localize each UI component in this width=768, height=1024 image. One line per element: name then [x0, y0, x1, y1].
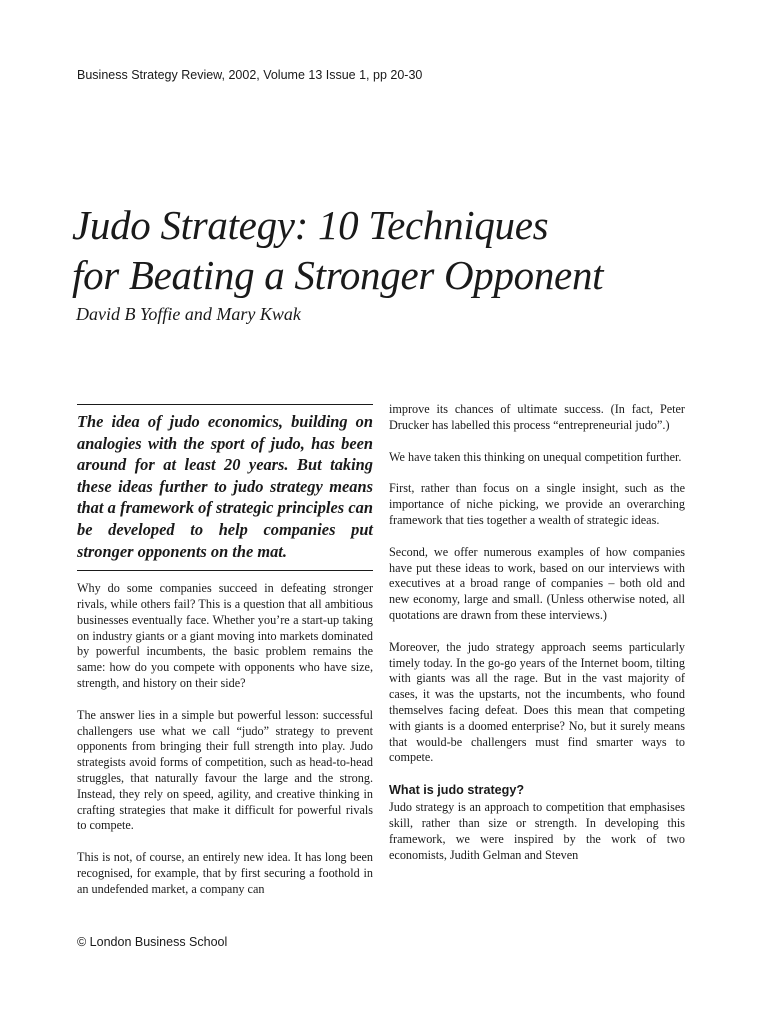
paragraph: improve its chances of ultimate success. (In fact, Peter Drucker has labelled this process “entrepreneurial judo”.): [389, 402, 685, 432]
right-column: [389, 402, 685, 879]
abstract: The idea of judo economics, building on analogies with the sport of judo, has been around for at least 20 years. But taking these ideas further to judo strategy means that a framework of strategic principles can be developed to help companies put stronger opponents on the mat.: [77, 412, 373, 561]
copyright-footer: © London Business School: [77, 935, 228, 949]
article-authors: David B Yoffie and Mary Kwak: [76, 304, 301, 324]
paragraph: First, rather than focus on a single insight, such as the importance of niche picking, we provide an overarching framework that ties together a wealth of strategic ideas.: [389, 481, 685, 527]
paragraph: This is not, of course, an entirely new idea. It has long been recognised, for example, that by first securing a foothold in an undefended market, a company can: [77, 850, 373, 896]
paragraph: Why do some companies succeed in defeating stronger rivals, while others fail? This is a question that all ambitious businesses eventually face. Whether you’re a start-up taking on industry giants or a giant moving into markets dominated by powerful incumbents, the basic problem remains the same: how do you compete with opponents who have size, strength, and history on their side?: [77, 581, 373, 690]
paragraph: Moreover, the judo strategy approach seems particularly timely today. In the go-go years of the Internet boom, tilting with giants was all the rage. But in the vast majority of cases, it was the upstarts, not the incumbents, who found themselves facing defeat. Does this mean that competing with giants is a doomed enterprise? No, but it surely means that would-be challengers must find smarter ways to compete.: [389, 639, 685, 765]
journal-citation: Business Strategy Review, 2002, Volume 13 Issue 1, pp 20-30: [77, 68, 423, 82]
article-title-line-2: for Beating a Stronger Opponent: [72, 252, 604, 298]
article-title: [72, 200, 732, 300]
paragraph: The answer lies in a simple but powerful lesson: successful challengers use what we call “judo” strategy to prevent opponents from bringing their full strength into play. Judo strategists avoid forms of competition, such as head-to-head struggles, that naturally favour the large and the strong. Instead, they rely on speed, agility, and creative thinking in crafting strategies that make it difficult for powerful rivals to compete.: [77, 707, 373, 833]
paragraph: Judo strategy is an approach to competition that emphasises skill, rather than size or strength. In developing this framework, we were inspired by the work of two economists, Judith Gelman and Steven: [389, 800, 685, 862]
paragraph: Second, we offer numerous examples of how companies have put these ideas to work, based on our interviews with executives at a broad range of companies – both old and new economy, large and small. (Unless otherwise noted, all quotations are drawn from these interviews.): [389, 544, 685, 622]
abstract-bottom-rule: [77, 570, 373, 571]
section-heading: What is judo strategy?: [389, 783, 525, 798]
article-title-line-1: Judo Strategy: 10 Techniques: [72, 202, 549, 248]
left-column: [77, 404, 373, 914]
paragraph: We have taken this thinking on unequal competition further.: [389, 449, 682, 464]
